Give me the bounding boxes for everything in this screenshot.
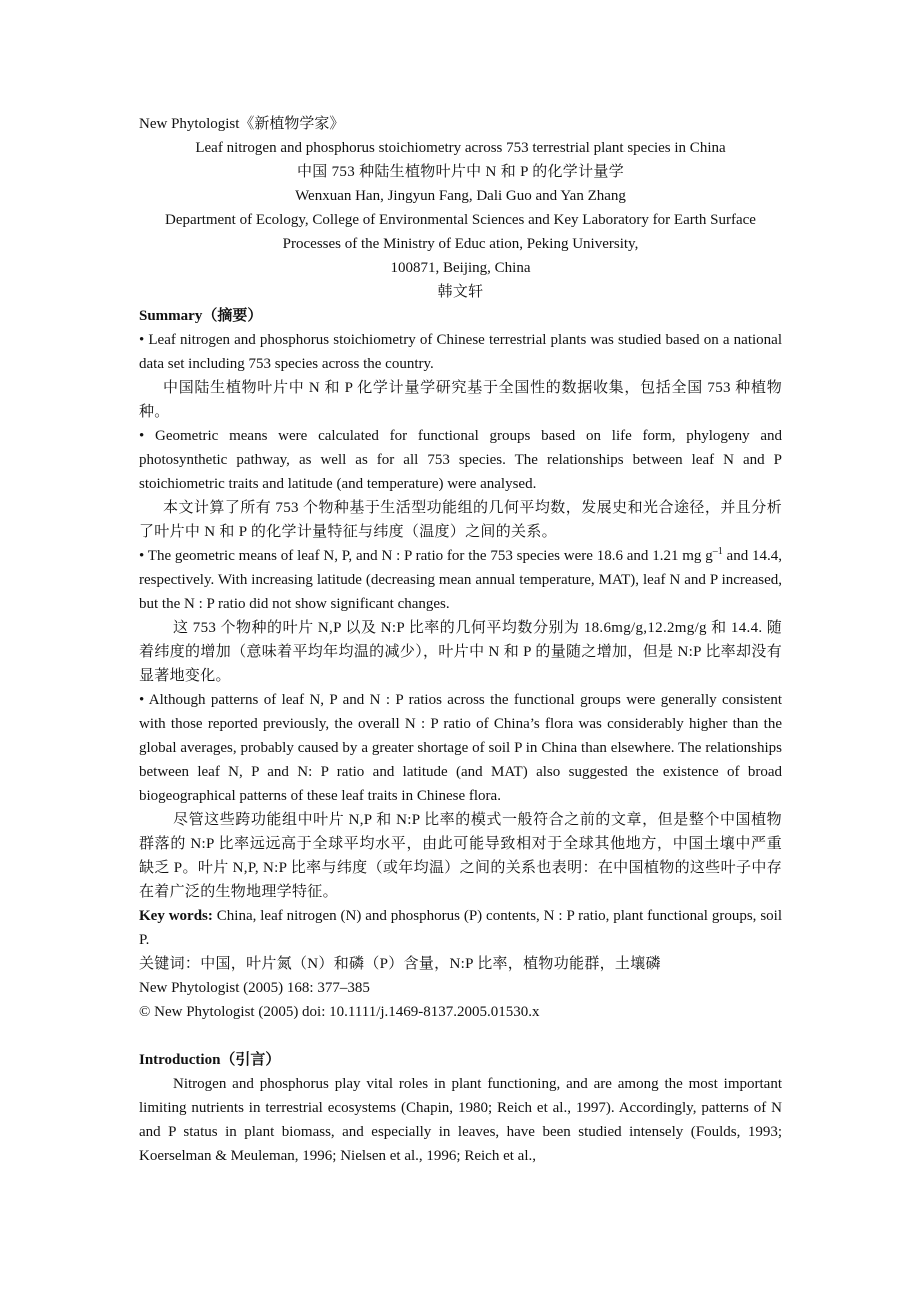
introduction-heading: Introduction（引言） [139,1052,281,1068]
section-spacer [139,1024,782,1048]
citation-line-2: © New Phytologist (2005) doi: 10.1111/j.1469-8137.2005.01530.x [139,1004,540,1020]
keywords-text: China, leaf nitrogen (N) and phosphorus (P) contents, N : P ratio, plant functional groups, soil P. [139,908,782,948]
summary-bullet-2-en: • Geometric means were calculated for functional groups based on life form, phylogeny and photosynthetic pathway, as well as for all 753 species. The relationships between leaf N and P stoichiometric traits and latitude (and temperature) were analysed. [139,428,782,492]
summary-bullet-3-cn: 这 753 个物种的叶片 N,P 以及 N:P 比率的几何平均数分别为 18.6mg/g,12.2mg/g 和 14.4. 随着纬度的增加（意味着平均年均温的减少），叶片中 N 和 P 的量随之增加，但是 N:P 比率却没有显著地变化。 [139,620,782,684]
authors: Wenxuan Han, Jingyun Fang, Dali Guo and Yan Zhang [295,188,626,204]
keywords-chinese: 关键词：中国，叶片氮（N）和磷（P）含量，N:P 比率，植物功能群，土壤磷 [139,956,661,972]
citation-line-1: New Phytologist (2005) 168: 377–385 [139,980,370,996]
summary-bullet-3-en-part-b: and 14.4, respectively. With increasing latitude (decreasing mean annual temperature, MAT), leaf N and P increased, but the N : P ratio did not show significant changes. [139,548,782,612]
introduction-paragraph: Nitrogen and phosphorus play vital roles in plant functioning, and are among the most important limiting nutrients in terrestrial ecosystems (Chapin, 1980; Reich et al., 1997). Accordingly, patterns of N and P status in plant biomass, and especially in leaves, have been studied intensely (Foulds, 1993; Koerselman & Meuleman, 1996; Nielsen et al., 1996; Reich et al., [139,1076,782,1164]
summary-bullet-1-en: • Leaf nitrogen and phosphorus stoichiometry of Chinese terrestrial plants was studied based on a national data set including 753 species across the country. [139,332,782,372]
document-body [139,112,782,1168]
affiliation-line-2: Processes of the Ministry of Educ ation, Peking University, [282,236,639,252]
summary-bullet-4-cn: 尽管这些跨功能组中叶片 N,P 和 N:P 比率的模式一般符合之前的文章，但是整个中国植物群落的 N:P 比率远远高于全球平均水平，由此可能导致相对于全球其他地方，中国土壤中严重缺乏 P。叶片 N,P, N:P 比率与纬度（或年均温）之间的关系也表明：在中国植物的这些叶子中存在着广泛的生物地理学特征。 [139,812,782,900]
keywords-label: Key words: [139,908,213,924]
summary-bullet-3-en [139,544,782,616]
affiliation-line-1: Department of Ecology, College of Environmental Sciences and Key Laboratory for Earth Surface [165,212,756,228]
summary-bullet-2-cn: 本文计算了所有 753 个物种基于生活型功能组的几何平均数，发展史和光合途径，并且分析了叶片中 N 和 P 的化学计量特征与纬度（温度）之间的关系。 [139,500,782,540]
summary-bullet-1-cn: 中国陆生植物叶片中 N 和 P 化学计量学研究基于全国性的数据收集，包括全国 753 种植物种。 [139,380,782,420]
unit-superscript: –1 [712,546,723,557]
summary-bullet-4-en: • Although patterns of leaf N, P and N : P ratios across the functional groups were generally consistent with those reported previously, the overall N : P ratio of China’s flora was considerably higher than the global averages, probably caused by a greater shortage of soil P in China than elsewhere. The relationships between leaf N, P and N: P ratio and latitude (and MAT) also suggested the existence of broad biogeographical patterns of these leaf traits in Chinese flora. [139,692,782,804]
title-english: Leaf nitrogen and phosphorus stoichiometry across 753 terrestrial plant species in China [195,140,726,156]
affiliation-line-3: 100871, Beijing, China [390,260,531,276]
translator-name: 韩文轩 [437,284,484,300]
summary-bullet-3-en-part-a: • The geometric means of leaf N, P, and N : P ratio for the 753 species were 18.6 and 1.21 mg g [139,548,713,564]
keywords-english [139,904,782,952]
journal-name: New Phytologist《新植物学家》 [139,116,345,132]
summary-heading: Summary（摘要） [139,308,263,324]
title-chinese: 中国 753 种陆生植物叶片中 N 和 P 的化学计量学 [296,164,625,180]
